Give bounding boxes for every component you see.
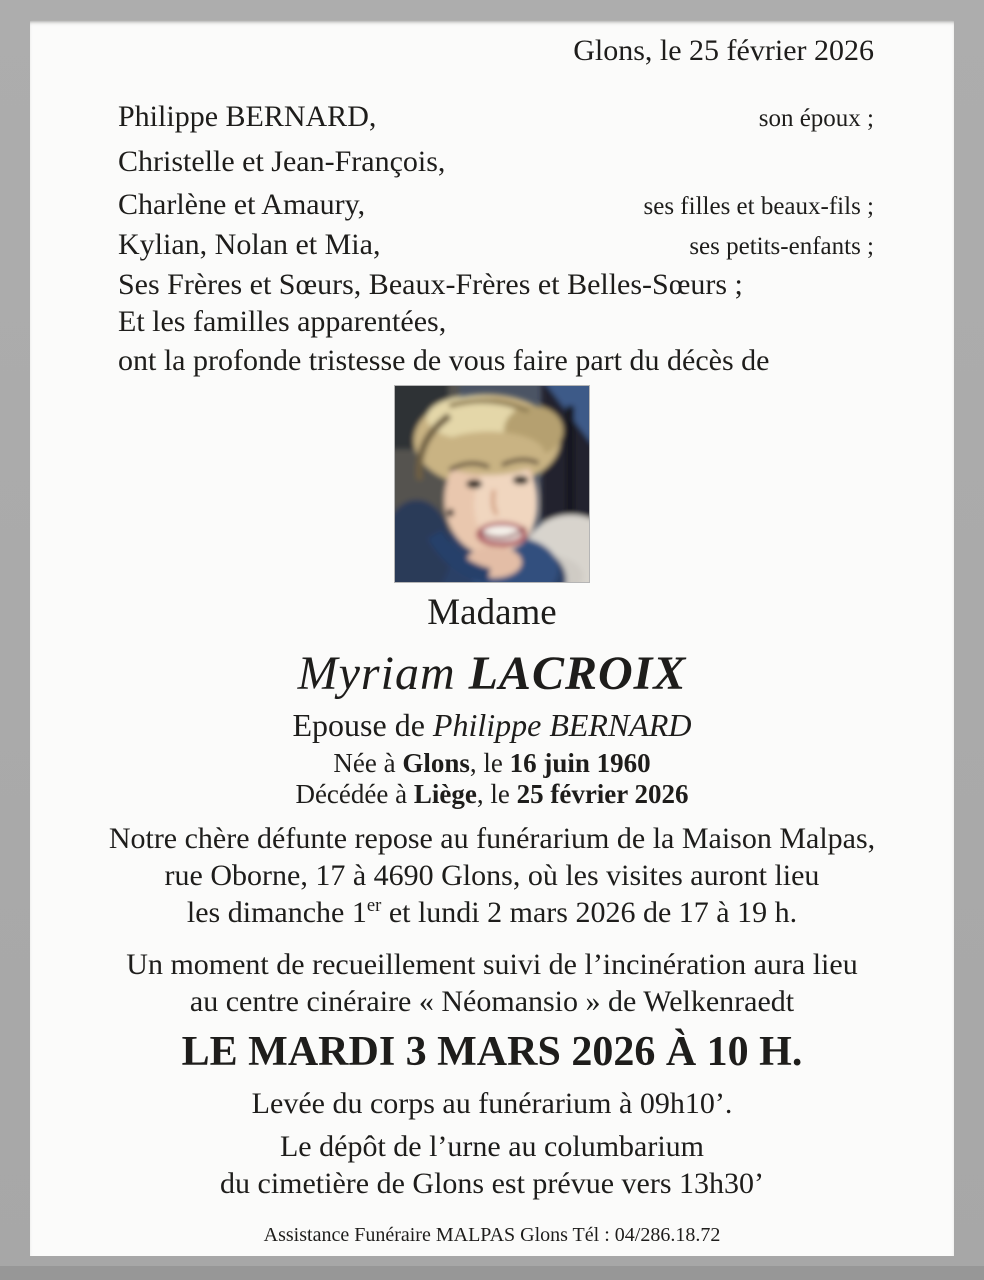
family-row [118,145,874,188]
birth-prefix: Née à [333,748,403,778]
deceased-portrait-photo [394,385,590,583]
visitation-line: Notre chère défunte repose au funérarium de la Maison Malpas, [108,822,876,855]
deceased-first-name: Myriam [297,647,469,700]
death-line [30,779,954,810]
obituary-page [30,20,954,1256]
family-row [118,268,874,305]
funeral-home-contact: Assistance Funéraire MALPAS Glons Tél : 04/286.18.72 [263,1224,721,1246]
urn-paragraph [30,1128,954,1202]
announcement-line: ont la profonde tristesse de vous faire part du décès de [118,344,770,377]
visitation-paragraph [30,820,954,931]
death-mid: , le [476,779,517,809]
death-date: 25 février 2026 [516,779,689,809]
visitation-line: rue Oborne, 17 à 4690 Glons, où les visites auront lieu [164,859,820,892]
birth-line [30,748,954,779]
family-name: Philippe BERNARD, [118,100,377,133]
death-prefix: Décédée à [295,779,414,809]
spouse-line [30,705,954,745]
urn-line: du cimetière de Glons est prévue vers 13h30’ [220,1167,764,1200]
title-madame: Madame [427,592,557,633]
ceremony-date-headline: LE MARDI 3 MARS 2026 À 10 H. [181,1029,803,1075]
family-name: Christelle et Jean-François, [118,145,446,178]
dateline: Glons, le 25 février 2026 [573,34,874,67]
ceremony-line: Un moment de recueillement suivi de l’incinération aura lieu [126,948,858,981]
death-place: Liège [413,779,477,809]
family-name: Et les familles apparentées, [118,305,447,338]
ceremony-paragraph [30,946,954,1020]
family-relation: ses filles et beaux-fils ; [643,193,874,220]
family-relation: ses petits-enfants ; [689,233,874,260]
deceased-last-name: LACROIX [468,647,687,700]
ordinal-superscript: er [366,895,382,916]
family-name: Ses Frères et Sœurs, Beaux-Frères et Belles-Sœurs ; [118,268,743,301]
visitation-line3-start: les dimanche 1 [186,896,367,929]
family-row [118,188,874,228]
family-row [118,228,874,268]
spouse-name: Philippe BERNARD [432,707,692,743]
birth-date: 16 juin 1960 [509,748,651,778]
urn-line: Le dépôt de l’urne au columbarium [279,1130,704,1163]
family-name: Charlène et Amaury, [118,188,366,221]
visitation-line3-end: et lundi 2 mars 2026 de 17 à 19 h. [381,896,798,929]
visitation-line [30,894,954,931]
birth-place: Glons [402,748,470,778]
photo-container [30,385,954,583]
family-relation: son époux ; [758,105,874,132]
birth-mid: , le [469,748,510,778]
family-row [118,305,874,342]
spouse-prefix: Epouse de [292,707,433,743]
vital-dates [30,748,954,810]
family-list [30,100,954,379]
departure-line: Levée du corps au funérarium à 09h10’. [251,1087,733,1120]
family-name: Kylian, Nolan et Mia, [118,228,381,261]
deceased-name [30,645,954,703]
ceremony-line: au centre cinéraire « Néomansio » de Welkenraedt [189,985,795,1018]
family-row [118,100,874,145]
